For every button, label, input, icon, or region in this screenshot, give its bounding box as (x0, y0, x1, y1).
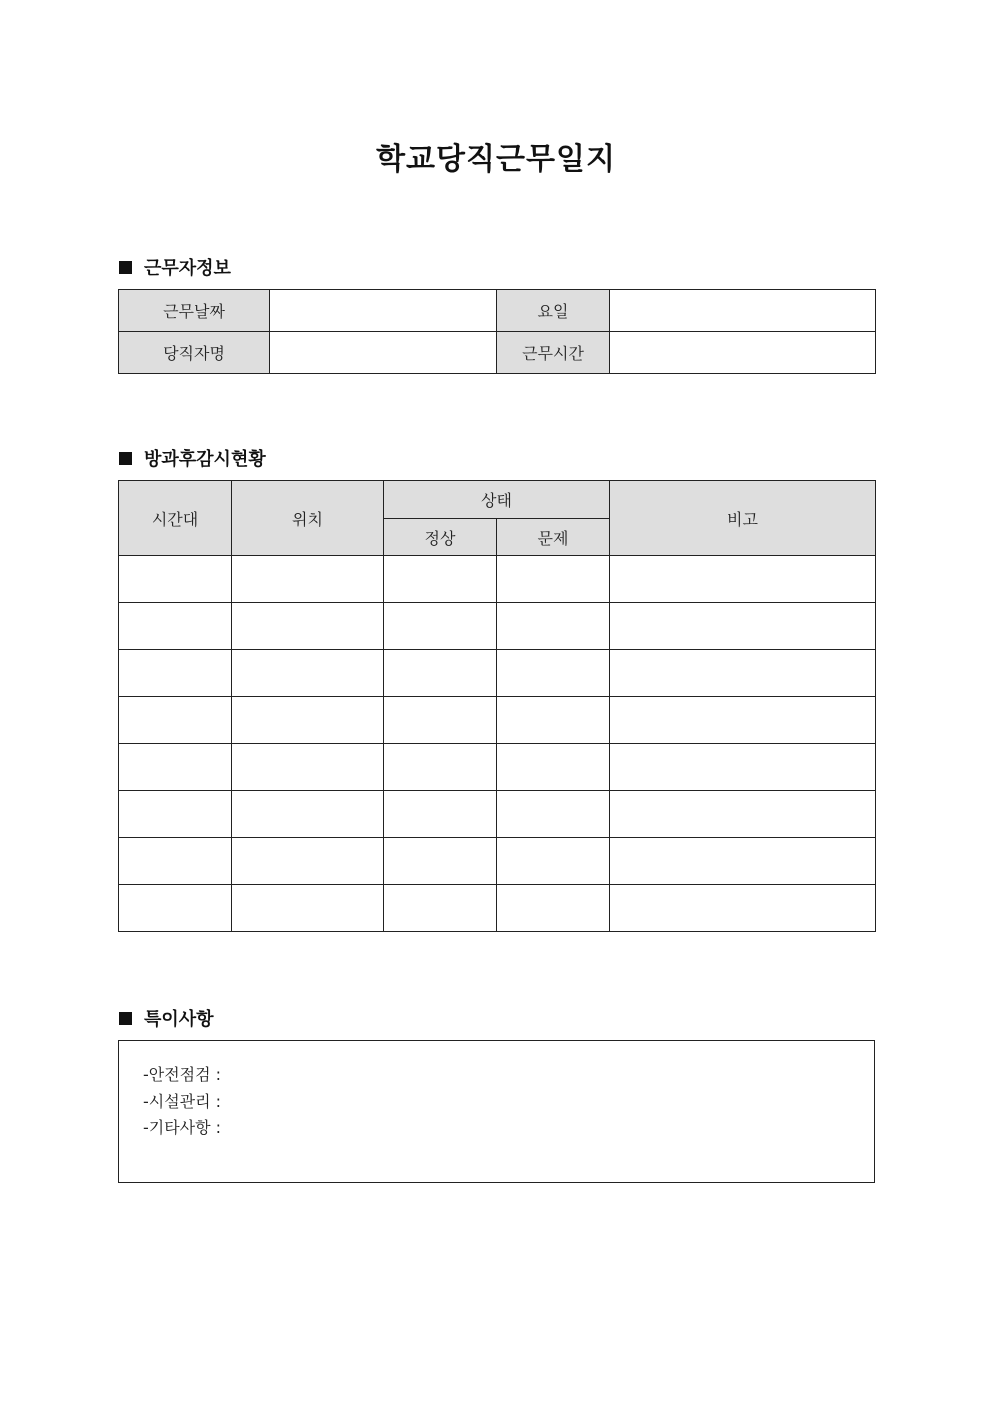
location-cell[interactable] (232, 885, 384, 932)
column-header-time: 시간대 (119, 481, 232, 556)
table-row (119, 838, 876, 885)
location-cell[interactable] (232, 838, 384, 885)
square-bullet-icon (119, 261, 132, 274)
work-hours-field[interactable] (610, 332, 876, 374)
problem-cell[interactable] (497, 556, 610, 603)
remarks-cell[interactable] (610, 885, 876, 932)
location-cell[interactable] (232, 650, 384, 697)
table-header-row (119, 481, 876, 519)
remarks-cell[interactable] (610, 556, 876, 603)
problem-cell[interactable] (497, 650, 610, 697)
column-header-normal: 정상 (384, 519, 497, 556)
time-cell[interactable] (119, 838, 232, 885)
table-row (119, 603, 876, 650)
monitoring-table (118, 480, 876, 932)
table-row (119, 744, 876, 791)
time-cell[interactable] (119, 650, 232, 697)
time-cell[interactable] (119, 885, 232, 932)
remarks-cell[interactable] (610, 744, 876, 791)
table-row (119, 332, 876, 374)
normal-cell[interactable] (384, 838, 497, 885)
note-line-other-matters: -기타사항 : (143, 1118, 222, 1137)
normal-cell[interactable] (384, 791, 497, 838)
remarks-cell[interactable] (610, 650, 876, 697)
section-heading-label: 특이사항 (144, 1009, 214, 1030)
section-heading-label: 방과후감시현황 (144, 449, 266, 470)
problem-cell[interactable] (497, 838, 610, 885)
normal-cell[interactable] (384, 885, 497, 932)
section-heading-label: 근무자정보 (144, 258, 231, 279)
problem-cell[interactable] (497, 603, 610, 650)
time-cell[interactable] (119, 697, 232, 744)
table-row (119, 290, 876, 332)
table-row (119, 650, 876, 697)
table-row (119, 556, 876, 603)
time-cell[interactable] (119, 556, 232, 603)
column-header-remarks: 비고 (610, 481, 876, 556)
remarks-cell[interactable] (610, 838, 876, 885)
location-cell[interactable] (232, 556, 384, 603)
page-title: 학교당직근무일지 (376, 142, 616, 177)
square-bullet-icon (119, 452, 132, 465)
normal-cell[interactable] (384, 556, 497, 603)
remarks-cell[interactable] (610, 603, 876, 650)
note-line-safety-check: -안전점검 : (143, 1065, 222, 1084)
work-date-field[interactable] (270, 290, 497, 332)
location-cell[interactable] (232, 791, 384, 838)
section-heading-worker-info (119, 254, 231, 280)
remarks-cell[interactable] (610, 697, 876, 744)
location-cell[interactable] (232, 697, 384, 744)
duty-name-label: 당직자명 (119, 332, 270, 374)
work-hours-label: 근무시간 (497, 332, 610, 374)
time-cell[interactable] (119, 791, 232, 838)
normal-cell[interactable] (384, 697, 497, 744)
column-header-problem: 문제 (497, 519, 610, 556)
location-cell[interactable] (232, 744, 384, 791)
column-header-location: 위치 (232, 481, 384, 556)
problem-cell[interactable] (497, 791, 610, 838)
time-cell[interactable] (119, 744, 232, 791)
normal-cell[interactable] (384, 744, 497, 791)
duty-name-field[interactable] (270, 332, 497, 374)
note-line-facility-management: -시설관리 : (143, 1092, 222, 1111)
location-cell[interactable] (232, 603, 384, 650)
weekday-field[interactable] (610, 290, 876, 332)
problem-cell[interactable] (497, 885, 610, 932)
square-bullet-icon (119, 1012, 132, 1025)
table-row (119, 885, 876, 932)
column-header-status: 상태 (384, 481, 610, 519)
problem-cell[interactable] (497, 697, 610, 744)
remarks-cell[interactable] (610, 791, 876, 838)
worker-info-table (118, 289, 876, 374)
table-row (119, 791, 876, 838)
work-date-label: 근무날짜 (119, 290, 270, 332)
special-notes-box[interactable] (118, 1040, 875, 1183)
section-heading-after-school (119, 445, 266, 471)
time-cell[interactable] (119, 603, 232, 650)
table-row (119, 697, 876, 744)
problem-cell[interactable] (497, 744, 610, 791)
weekday-label: 요일 (497, 290, 610, 332)
normal-cell[interactable] (384, 650, 497, 697)
section-heading-special-notes (119, 1005, 214, 1031)
normal-cell[interactable] (384, 603, 497, 650)
